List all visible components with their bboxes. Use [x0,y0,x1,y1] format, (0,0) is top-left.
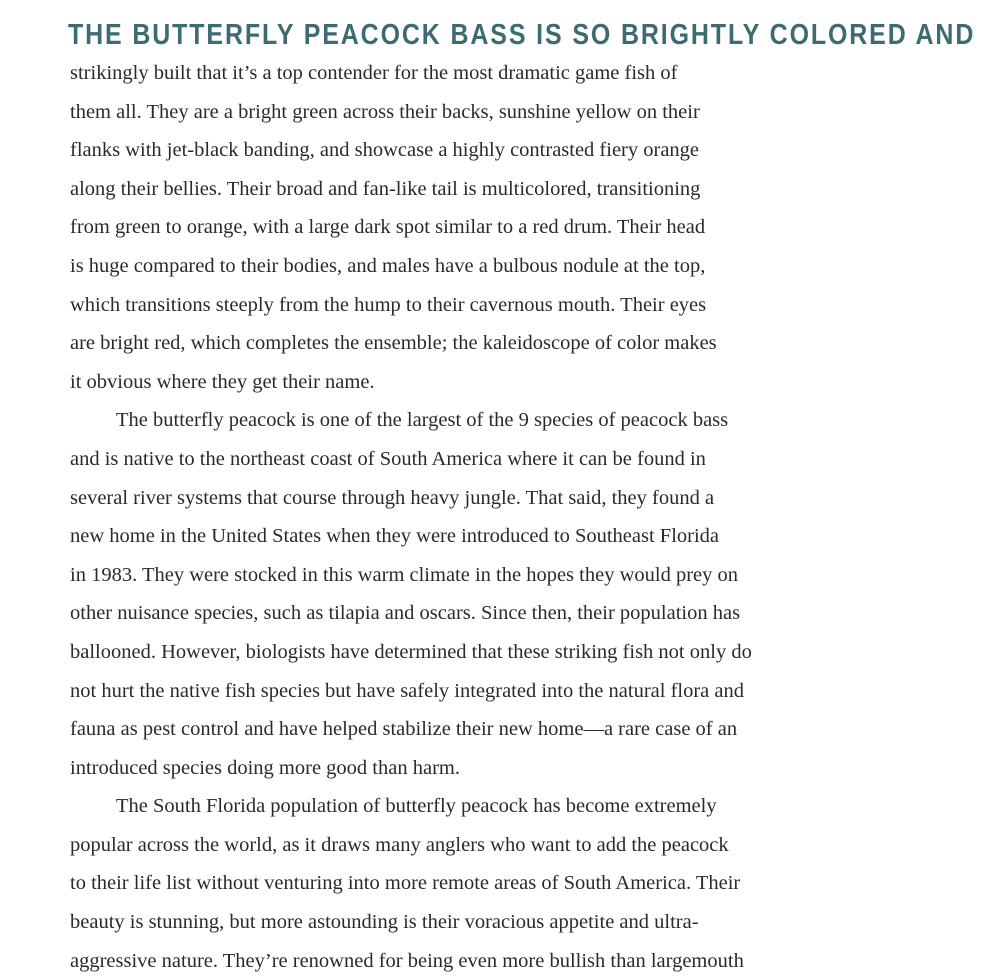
text-line: aggressive nature. They’re renowned for being even more bullish than largemouth [70,949,744,972]
text-line: introduced species doing more good than harm. [70,756,460,779]
text-line: new home in the United States when they were introduced to Southeast Florida [70,525,720,548]
text-line: to their life list without venturing into more remote areas of South America. Their [70,872,741,895]
text-line: several river systems that course through heavy jungle. That said, they found a [70,486,715,509]
article-body [70,54,930,980]
text-line: fauna as pest control and have helped stabilize their new home—a rare case of an [70,718,738,741]
text-line: them all. They are a bright green across their backs, sunshine yellow on their [70,100,700,123]
text-line: ballooned. However, biologists have determined that these striking fish not only do [70,640,752,663]
text-line: strikingly built that it’s a top contender for the most dramatic game fish of [70,62,678,84]
text-line: The South Florida population of butterfly peacock has become extremely [116,795,717,818]
text-line: popular across the world, as it draws many anglers who want to add the peacock [70,833,729,856]
text-line: The butterfly peacock is one of the largest of the 9 species of peacock bass [116,409,729,432]
text-line: which transitions steeply from the hump to their cavernous mouth. Their eyes [70,293,707,316]
paragraph-2 [70,401,930,787]
text-line: and is native to the northeast coast of South America where it can be found in [70,447,706,470]
text-line: from green to orange, with a large dark spot similar to a red drum. Their head [70,216,706,239]
text-line: along their bellies. Their broad and fan-like tail is multicolored, transitioning [70,177,701,200]
text-line: other nuisance species, such as tilapia and oscars. Since then, their population has [70,602,741,625]
text-line: in 1983. They were stocked in this warm climate in the hopes they would prey on [70,563,739,586]
text-line: flanks with jet-black banding, and showcase a highly contrasted fiery orange [70,139,700,162]
section-heading: THE BUTTERFLY PEACOCK BASS IS SO BRIGHTLY COLORED AND [68,19,976,51]
text-line: it obvious where they get their name. [70,370,375,393]
paragraph-1 [70,54,930,401]
text-line: beauty is stunning, but more astounding is their voracious appetite and ultra- [70,911,699,934]
text-line: not hurt the native fish species but have safely integrated into the natural flora and [70,679,744,702]
paragraph-3 [70,787,930,980]
text-line: are bright red, which completes the ensemble; the kaleidoscope of color makes [70,332,717,355]
document-page [68,16,976,980]
text-line: is huge compared to their bodies, and males have a bulbous nodule at the top, [70,254,706,277]
